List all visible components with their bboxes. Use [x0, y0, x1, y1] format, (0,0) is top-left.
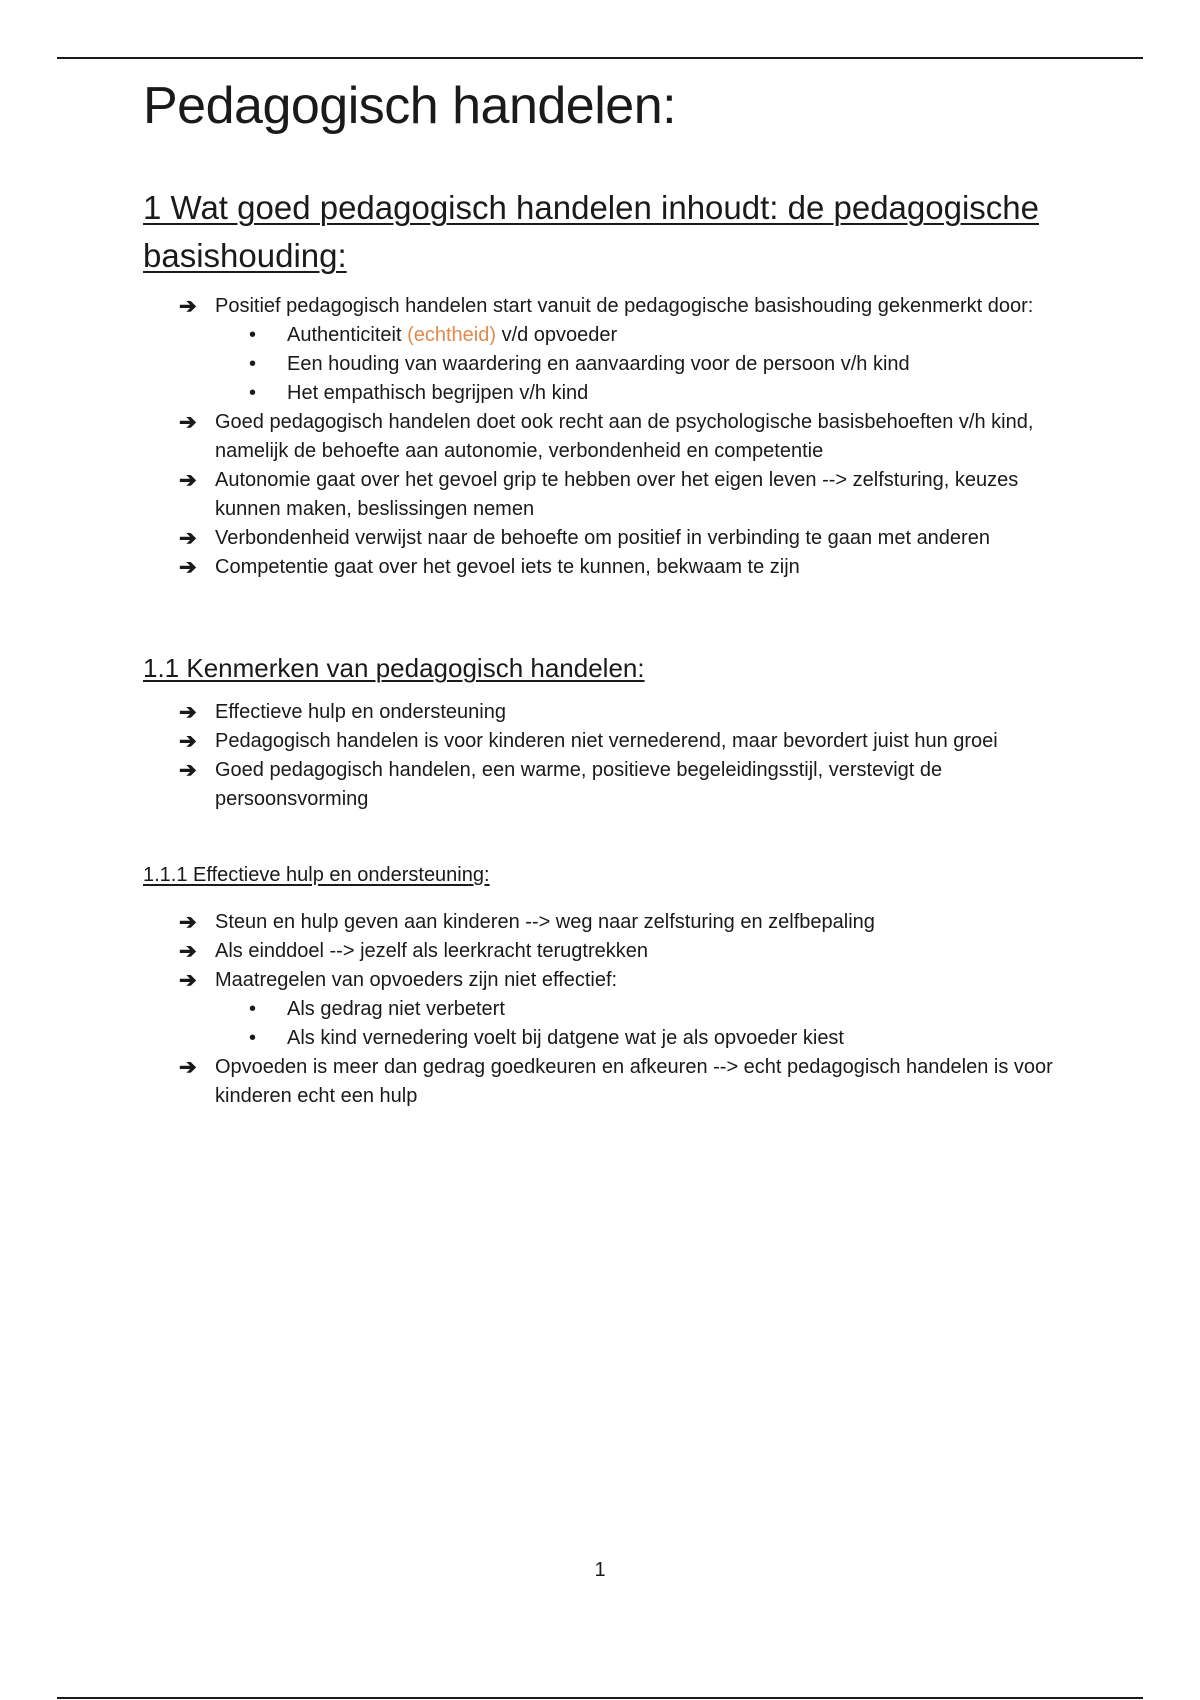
- arrow-right-icon: ➔: [179, 730, 197, 753]
- sub-list-item-text: Als kind vernedering voelt bij datgene wat je als opvoeder kiest: [287, 1027, 844, 1049]
- list-item: [179, 908, 1063, 937]
- sub-list-item-text: Authenticiteit: [287, 324, 408, 346]
- list-item: [179, 408, 1063, 466]
- list-item: [179, 727, 1063, 756]
- arrow-right-icon: ➔: [179, 940, 197, 963]
- arrow-right-icon: ➔: [179, 969, 197, 992]
- arrow-right-icon: ➔: [179, 411, 197, 434]
- header-rule: [57, 57, 1143, 59]
- footer-rule: [57, 1697, 1143, 1699]
- arrow-right-icon: ➔: [179, 701, 197, 724]
- section-heading-1: 1 Wat goed pedagogisch handelen inhoudt: de pedagogische basishouding:: [143, 189, 1039, 274]
- section-1-list: [143, 292, 1063, 582]
- sub-list-item-text: Een houding van waardering en aanvaarding voor de persoon v/h kind: [287, 353, 910, 375]
- sub-list: [215, 321, 1063, 408]
- list-item-text: Pedagogisch handelen is voor kinderen niet vernederend, maar bevordert juist hun groei: [215, 730, 998, 752]
- list-item: [179, 698, 1063, 727]
- sub-list-item-text: v/d opvoeder: [496, 324, 618, 346]
- bullet-icon: •: [249, 324, 257, 346]
- list-item: [179, 937, 1063, 966]
- arrow-right-icon: ➔: [179, 911, 197, 934]
- list-item: [179, 1053, 1063, 1111]
- arrow-right-icon: ➔: [179, 759, 197, 782]
- document-body: [143, 70, 1063, 1111]
- section-1-1-list: [143, 698, 1063, 814]
- sub-list-item: [249, 379, 1063, 408]
- sub-list-item: [249, 995, 1063, 1024]
- arrow-right-icon: ➔: [179, 469, 197, 492]
- sub-list: [215, 995, 1063, 1053]
- sub-list-item-text: Het empathisch begrijpen v/h kind: [287, 382, 589, 404]
- bullet-icon: •: [249, 382, 257, 404]
- list-item-text: Goed pedagogisch handelen, een warme, positieve begeleidingsstijl, verstevigt de persoonsvorming: [215, 759, 943, 810]
- arrow-right-icon: ➔: [179, 295, 197, 318]
- list-item: [179, 292, 1063, 408]
- bullet-icon: •: [249, 1027, 257, 1049]
- highlighted-term: (echtheid): [407, 324, 497, 346]
- list-item-text: Verbondenheid verwijst naar de behoefte om positief in verbinding te gaan met anderen: [215, 527, 990, 549]
- list-item-text: Positief pedagogisch handelen start vanuit de pedagogische basishouding gekenmerkt door:: [215, 295, 1034, 317]
- list-item-text: Maatregelen van opvoeders zijn niet effectief:: [215, 969, 618, 991]
- list-item: [179, 756, 1063, 814]
- list-item-text: Autonomie gaat over het gevoel grip te hebben over het eigen leven --> zelfsturing, keuzes kunnen maken, beslissingen nemen: [215, 469, 1019, 520]
- sub-list-item: [249, 1024, 1063, 1053]
- list-item-text: Steun en hulp geven aan kinderen --> weg naar zelfsturing en zelfbepaling: [215, 911, 875, 933]
- arrow-right-icon: ➔: [179, 1056, 197, 1079]
- sub-list-item-text: Als gedrag niet verbetert: [287, 998, 505, 1020]
- list-item-text: Opvoeden is meer dan gedrag goedkeuren en afkeuren --> echt pedagogisch handelen is voor kinderen echt een hulp: [215, 1056, 1053, 1107]
- arrow-right-icon: ➔: [179, 556, 197, 579]
- arrow-right-icon: ➔: [179, 527, 197, 550]
- section-1-1-1-list: [143, 908, 1063, 1111]
- document-title: Pedagogisch handelen:: [143, 77, 677, 135]
- list-item: [179, 966, 1063, 1053]
- list-item-text: Competentie gaat over het gevoel iets te kunnen, bekwaam te zijn: [215, 556, 800, 578]
- section-heading-1-1: 1.1 Kenmerken van pedagogisch handelen:: [143, 653, 645, 683]
- list-item: [179, 524, 1063, 553]
- bullet-icon: •: [249, 998, 257, 1020]
- list-item-text: Effectieve hulp en ondersteuning: [215, 701, 506, 723]
- list-item-text: Als einddoel --> jezelf als leerkracht terugtrekken: [215, 940, 648, 962]
- section-heading-1-1-1: 1.1.1 Effectieve hulp en ondersteuning:: [143, 864, 490, 886]
- list-item-text: Goed pedagogisch handelen doet ook recht aan de psychologische basisbehoeften v/h kind, namelijk de behoefte aan autonomie, verbondenheid en competentie: [215, 411, 1034, 462]
- bullet-icon: •: [249, 353, 257, 375]
- sub-list-item: [249, 321, 1063, 350]
- page-number: 1: [594, 1559, 606, 1581]
- list-item: [179, 553, 1063, 582]
- sub-list-item: [249, 350, 1063, 379]
- list-item: [179, 466, 1063, 524]
